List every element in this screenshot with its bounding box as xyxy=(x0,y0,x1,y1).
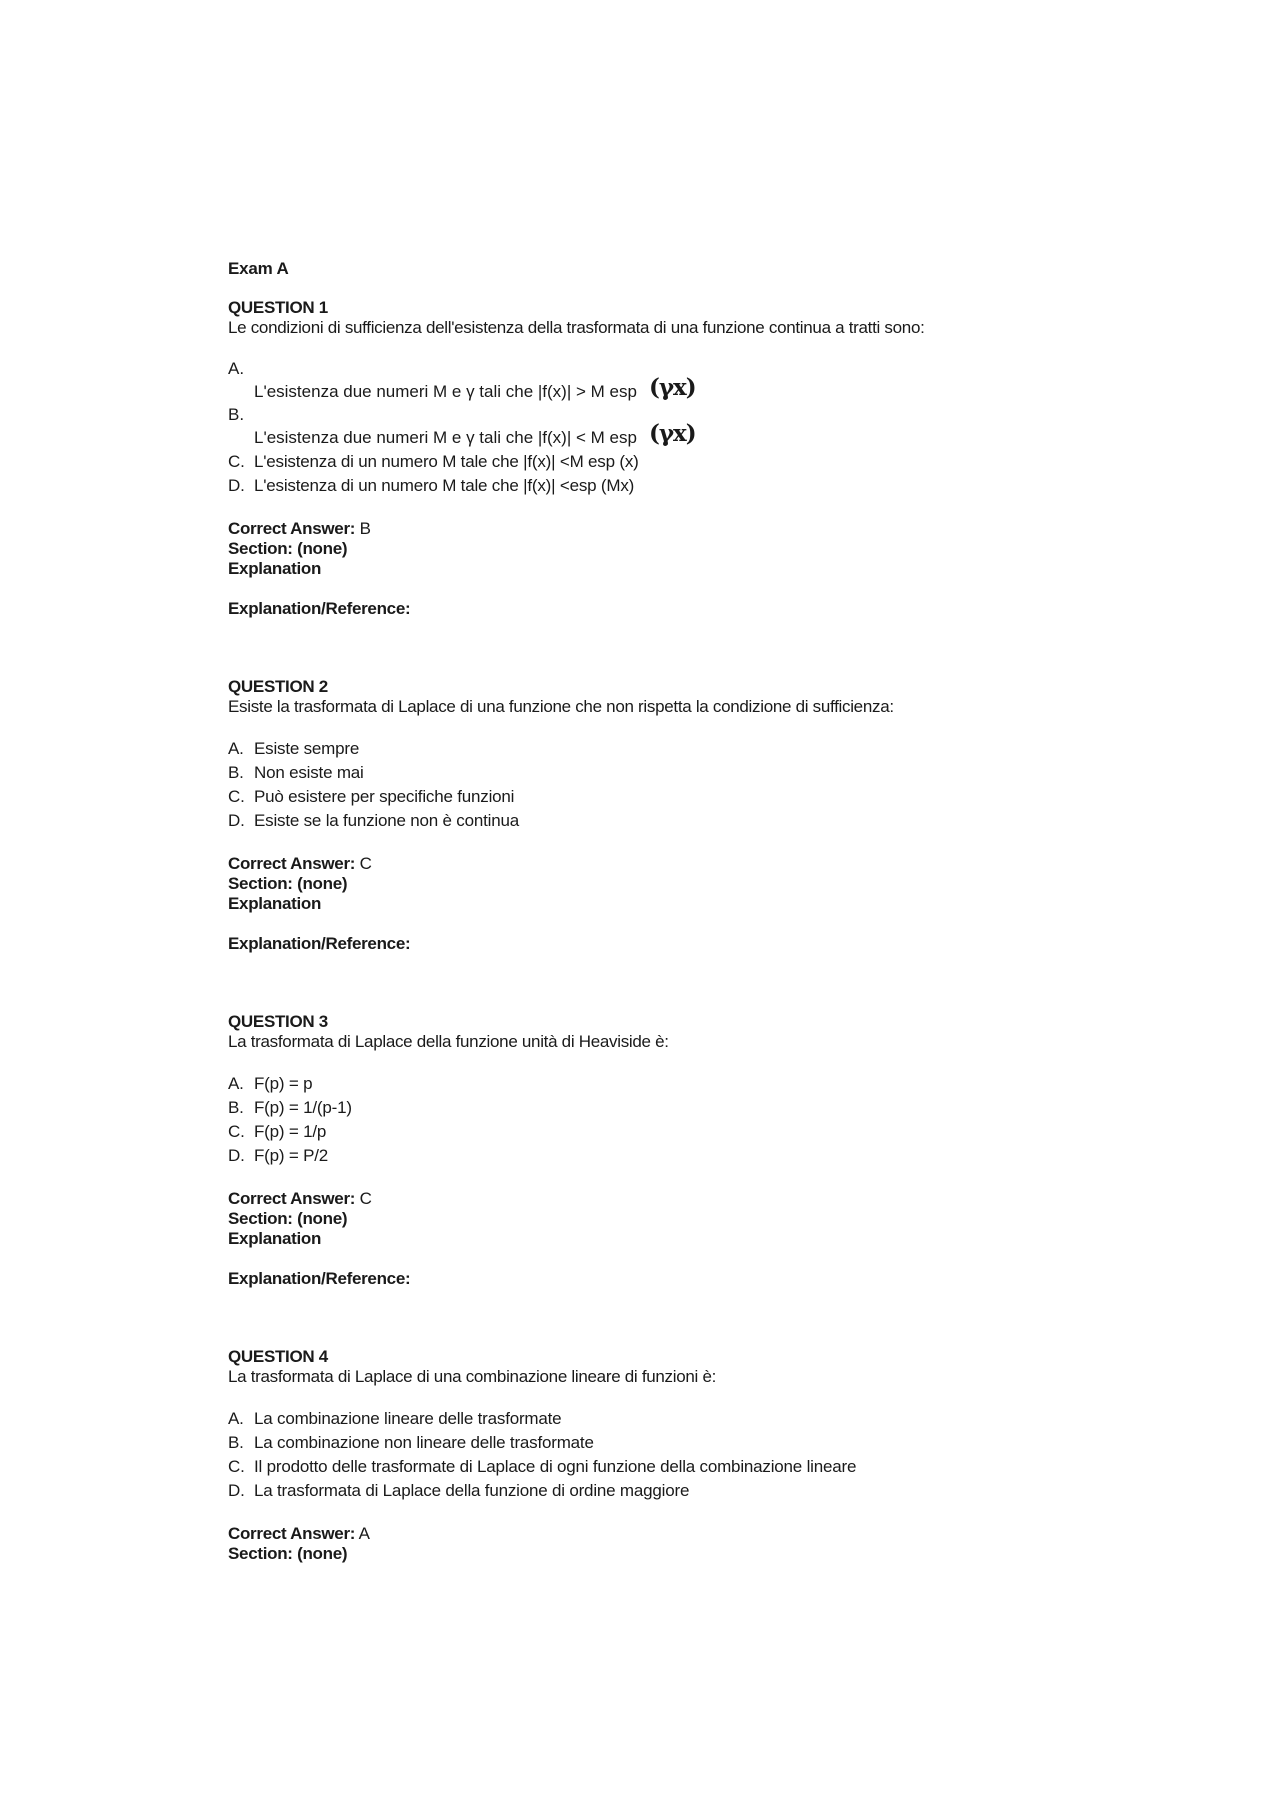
formula-gamma-x: (γx) xyxy=(648,420,696,447)
option-letter: B. xyxy=(228,405,245,424)
option-b: B. Non esiste mai xyxy=(228,761,1228,785)
option-c xyxy=(228,450,1228,474)
option-text: Non esiste mai xyxy=(254,763,364,782)
option-b: B. F(p) = 1/(p-1) xyxy=(228,1096,1228,1120)
question-label: QUESTION 4 xyxy=(228,1347,328,1366)
option-text: Esiste se la funzione non è continua xyxy=(254,811,519,830)
section: Section: (none) xyxy=(228,874,348,893)
option-a: A. La combinazione lineare delle trasformate xyxy=(228,1407,1228,1431)
explanation: Explanation xyxy=(228,1229,322,1248)
option-text: L'esistenza due numeri M e γ tali che |f(x)| < M esp xyxy=(254,428,637,447)
option-b xyxy=(228,404,1228,450)
option-text: Il prodotto delle trasformate di Laplace di ogni funzione della combinazione lineare xyxy=(254,1457,857,1476)
option-text: La combinazione lineare delle trasformate xyxy=(254,1409,562,1428)
question-label: QUESTION 1 xyxy=(228,298,328,317)
question-text: La trasformata di Laplace di una combinazione lineare di funzioni è: xyxy=(228,1367,717,1386)
option-c: C. Può esistere per specifiche funzioni xyxy=(228,785,1228,809)
option-text: F(p) = 1/p xyxy=(254,1122,327,1141)
option-text: Esiste sempre xyxy=(254,739,360,758)
formula-gamma-x: (γx) xyxy=(648,374,696,401)
question-text: Esiste la trasformata di Laplace di una funzione che non rispetta la condizione di sufficienza: xyxy=(228,697,894,716)
option-d: D. La trasformata di Laplace della funzione di ordine maggiore xyxy=(228,1479,1228,1503)
options-list xyxy=(228,737,1228,833)
option-text: F(p) = P/2 xyxy=(254,1146,329,1165)
option-a: A. F(p) = p xyxy=(228,1072,1228,1096)
option-text: L'esistenza di un numero M tale che |f(x)| <esp (Mx) xyxy=(254,476,635,495)
question-4 xyxy=(228,1347,1228,1564)
question-label: QUESTION 2 xyxy=(228,677,328,696)
option-text: La trasformata di Laplace della funzione di ordine maggiore xyxy=(254,1481,690,1500)
option-c: C. F(p) = 1/p xyxy=(228,1120,1228,1144)
explanation: Explanation xyxy=(228,559,322,578)
option-d: D. Esiste se la funzione non è continua xyxy=(228,809,1228,833)
question-2 xyxy=(228,677,1228,954)
explanation-reference: Explanation/Reference: xyxy=(228,599,411,618)
option-text: La combinazione non lineare delle trasformate xyxy=(254,1433,594,1452)
option-a: A. Esiste sempre xyxy=(228,737,1228,761)
option-letter: A. xyxy=(228,359,245,378)
option-text: Può esistere per specifiche funzioni xyxy=(254,787,515,806)
option-letter: C. xyxy=(228,452,245,471)
options-list xyxy=(228,1072,1228,1168)
correct-answer: Correct Answer: B xyxy=(228,519,371,538)
option-letter: D. xyxy=(228,476,245,495)
question-label: QUESTION 3 xyxy=(228,1012,328,1031)
option-c: C. Il prodotto delle trasformate di Laplace di ogni funzione della combinazione lineare xyxy=(228,1455,1228,1479)
correct-answer: Correct Answer: A xyxy=(228,1524,370,1543)
option-d: D. F(p) = P/2 xyxy=(228,1144,1228,1168)
option-text: L'esistenza di un numero M tale che |f(x)| <M esp (x) xyxy=(254,452,639,471)
question-1 xyxy=(228,298,1228,619)
exam-page xyxy=(228,258,1228,1564)
section: Section: (none) xyxy=(228,1544,348,1563)
explanation: Explanation xyxy=(228,894,322,913)
options-list xyxy=(228,358,1228,498)
option-b: B. La combinazione non lineare delle trasformate xyxy=(228,1431,1228,1455)
question-text: Le condizioni di sufficienza dell'esistenza della trasformata di una funzione continua a tratti sono: xyxy=(228,318,925,337)
section: Section: (none) xyxy=(228,1209,348,1228)
explanation-reference: Explanation/Reference: xyxy=(228,934,411,953)
options-list xyxy=(228,1407,1228,1503)
option-text: L'esistenza due numeri M e γ tali che |f(x)| > M esp xyxy=(254,382,637,401)
correct-answer: Correct Answer: C xyxy=(228,1189,372,1208)
exam-title: Exam A xyxy=(228,259,289,278)
option-d xyxy=(228,474,1228,498)
section: Section: (none) xyxy=(228,539,348,558)
option-text: F(p) = p xyxy=(254,1074,313,1093)
question-text: La trasformata di Laplace della funzione unità di Heaviside è: xyxy=(228,1032,669,1051)
correct-answer: Correct Answer: C xyxy=(228,854,372,873)
explanation-reference: Explanation/Reference: xyxy=(228,1269,411,1288)
option-text: F(p) = 1/(p-1) xyxy=(254,1098,352,1117)
option-a xyxy=(228,358,1228,404)
question-3 xyxy=(228,1012,1228,1289)
